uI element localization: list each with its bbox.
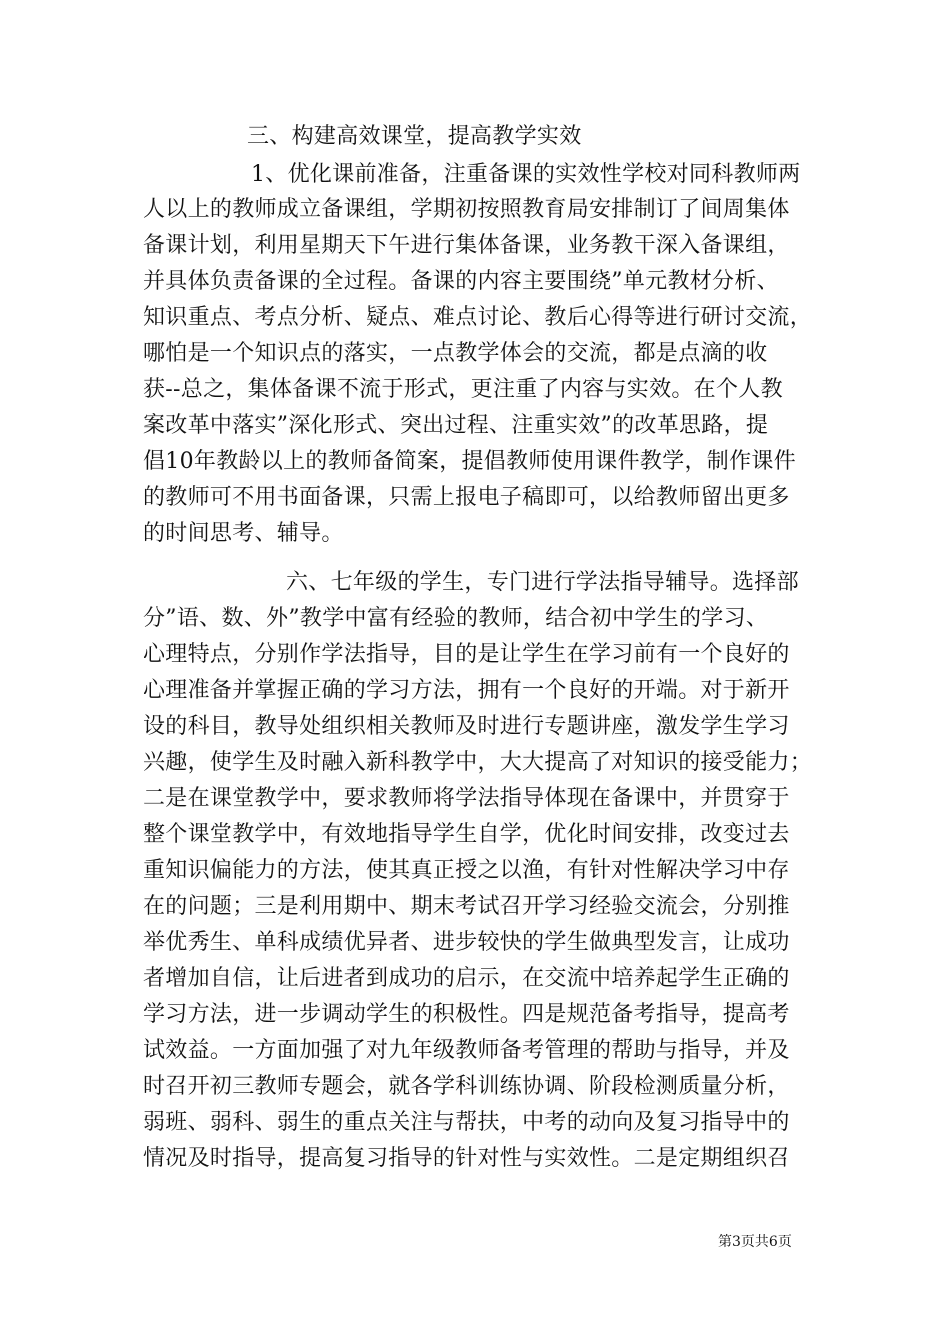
- paragraph-line: 心理准备并掌握正确的学习方法，拥有一个良好的开端。对于新开: [143, 678, 790, 703]
- paragraph-line: 时召开初三教师专题会，就各学科训练协调、阶段检测质量分析，: [143, 1074, 790, 1099]
- paragraph-line: 心理特点，分别作学法指导，目的是让学生在学习前有一个良好的: [143, 642, 790, 667]
- paragraph-line: 试效益。一方面加强了对九年级教师备考管理的帮助与指导，并及: [143, 1038, 790, 1063]
- paragraph-line: 兴趣，使学生及时融入新科教学中，大大提高了对知识的接受能力；: [143, 750, 813, 775]
- page-number-footer: 第3页共6页: [718, 1234, 792, 1250]
- paragraph-line: 者增加自信，让后进者到成功的启示，在交流中培养起学生正确的: [143, 966, 790, 991]
- paragraph-line: 分”语、数、外”教学中富有经验的教师，结合初中学生的学习、: [143, 606, 769, 631]
- paragraph-line: 知识重点、考点分析、疑点、难点讨论、教后心得等进行研讨交流，: [143, 305, 813, 330]
- paragraph-line: 人以上的教师成立备课组，学期初按照教育局安排制订了间周集体: [143, 197, 790, 222]
- paragraph-line: 1、优化课前准备，注重备课的实效性学校对同科教师两: [251, 162, 801, 187]
- paragraph-line: 案改革中落实”深化形式、突出过程、注重实效”的改革思路，提: [143, 413, 769, 438]
- paragraph-line: 倡10年教龄以上的教师备简案，提倡教师使用课件教学，制作课件: [143, 449, 796, 474]
- paragraph-line: 整个课堂教学中，有效地指导学生自学，优化时间安排，改变过去: [143, 822, 790, 847]
- paragraph-line: 设的科目，教导处组织相关教师及时进行专题讲座，激发学生学习: [143, 714, 790, 739]
- paragraph-line: 重知识偏能力的方法，使其真正授之以渔，有针对性解决学习中存: [143, 858, 790, 883]
- paragraph-line: 举优秀生、单科成绩优异者、进步较快的学生做典型发言，让成功: [143, 930, 790, 955]
- paragraph-line: 在的问题；三是利用期中、期末考试召开学习经验交流会，分别推: [143, 894, 790, 919]
- paragraph-line: 并具体负责备课的全过程。备课的内容主要围绕”单元教材分析、: [143, 269, 779, 294]
- paragraph-line: 六、七年级的学生，专门进行学法指导辅导。选择部: [286, 570, 799, 595]
- paragraph-line: 情况及时指导，提高复习指导的针对性与实效性。二是定期组织召: [143, 1146, 790, 1171]
- paragraph-line: 二是在课堂教学中，要求教师将学法指导体现在备课中，并贯穿于: [143, 786, 790, 811]
- paragraph-line: 获--总之，集体备课不流于形式，更注重了内容与实效。在个人教: [143, 377, 783, 402]
- paragraph-line: 弱班、弱科、弱生的重点关注与帮扶，中考的动向及复习指导中的: [143, 1110, 790, 1135]
- paragraph-line: 哪怕是一个知识点的落实，一点教学体会的交流，都是点滴的收: [143, 341, 768, 366]
- paragraph-line: 的时间思考、辅导。: [143, 521, 344, 546]
- section-heading: 三、构建高效课堂，提高教学实效: [247, 124, 582, 149]
- paragraph-line: 的教师可不用书面备课，只需上报电子稿即可，以给教师留出更多: [143, 485, 790, 510]
- paragraph-line: 备课计划，利用星期天下午进行集体备课，业务教干深入备课组，: [143, 233, 790, 258]
- paragraph-line: 学习方法，进一步调动学生的积极性。四是规范备考指导，提高考: [143, 1002, 790, 1027]
